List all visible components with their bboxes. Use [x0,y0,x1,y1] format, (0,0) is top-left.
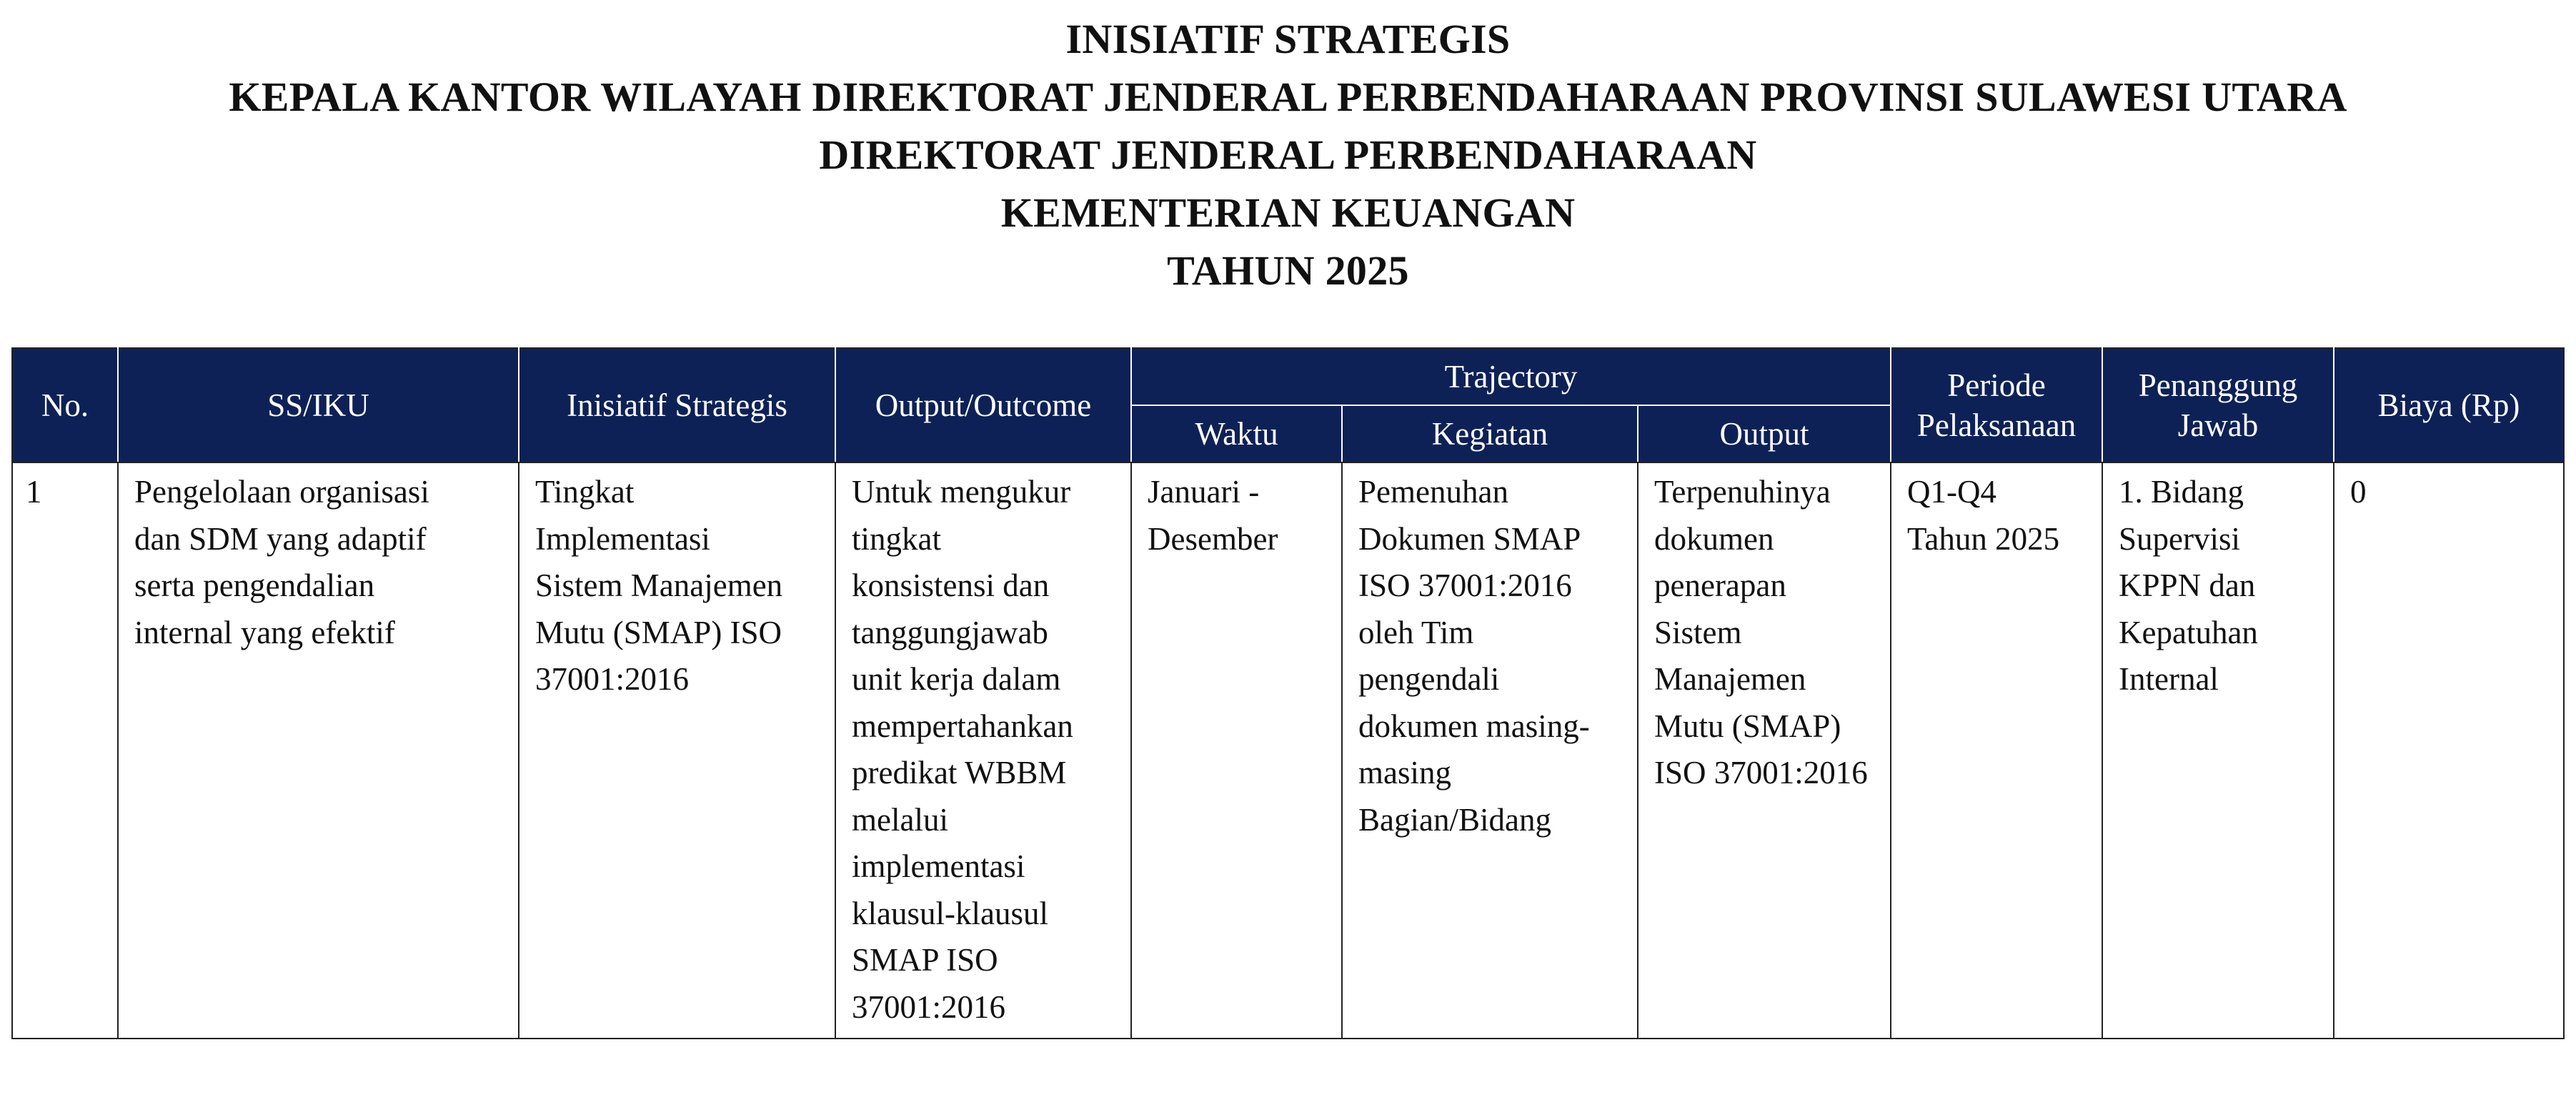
header-inisiatif-strategis: Inisiatif Strategis [519,348,835,462]
header-biaya: Biaya (Rp) [2334,348,2564,462]
document-title-block [0,10,2576,299]
cell-penanggung-jawab: 1. Bidang Supervisi KPPN dan Kepatuhan Internal [2102,462,2334,1039]
header-periode-pelaksanaan: Periode Pelaksanaan [1891,348,2102,462]
header-output-outcome: Output/Outcome [835,348,1131,462]
header-output: Output [1638,405,1891,462]
cell-ss-iku: Pengelolaan organisasi dan SDM yang adaptif serta pengendalian internal yang efektif [118,462,519,1039]
table-header-row [12,348,2564,405]
title-line-4: KEMENTERIAN KEUANGAN [1000,189,1576,236]
cell-no: 1 [12,462,118,1039]
title-line-2: KEPALA KANTOR WILAYAH DIREKTORAT JENDERAL PERBENDAHARAAN PROVINSI SULAWESI UTARA [229,74,2347,120]
title-line-3: DIREKTORAT JENDERAL PERBENDAHARAAN [819,132,1757,178]
cell-periode-pelaksanaan: Q1-Q4 Tahun 2025 [1891,462,2102,1039]
cell-waktu: Januari - Desember [1131,462,1342,1039]
cell-inisiatif-strategis: Tingkat Implementasi Sistem Manajemen Mutu (SMAP) ISO 37001:2016 [519,462,835,1039]
title-line-1: INISIATIF STRATEGIS [1065,16,1511,62]
header-penanggung-jawab: Penanggung Jawab [2102,348,2334,462]
header-ss-iku: SS/IKU [118,348,519,462]
header-waktu: Waktu [1131,405,1342,462]
header-no: No. [12,348,118,462]
title-line-5: TAHUN 2025 [1167,247,1409,294]
table-row [12,462,2564,1039]
cell-kegiatan: Pemenuhan Dokumen SMAP ISO 37001:2016 oleh Tim pengendali dokumen masing- masing Bagian/Bidang [1342,462,1638,1039]
cell-output-outcome: Untuk mengukur tingkat konsistensi dan tanggungjawab unit kerja dalam mempertahankan predikat WBBM melalui implementasi klausul-klausul SMAP ISO 37001:2016 [835,462,1131,1039]
strategic-initiative-table [11,347,2565,1039]
cell-biaya: 0 [2334,462,2564,1039]
cell-output: Terpenuhinya dokumen penerapan Sistem Manajemen Mutu (SMAP) ISO 37001:2016 [1638,462,1891,1039]
header-trajectory: Trajectory [1131,348,1891,405]
header-kegiatan: Kegiatan [1342,405,1638,462]
